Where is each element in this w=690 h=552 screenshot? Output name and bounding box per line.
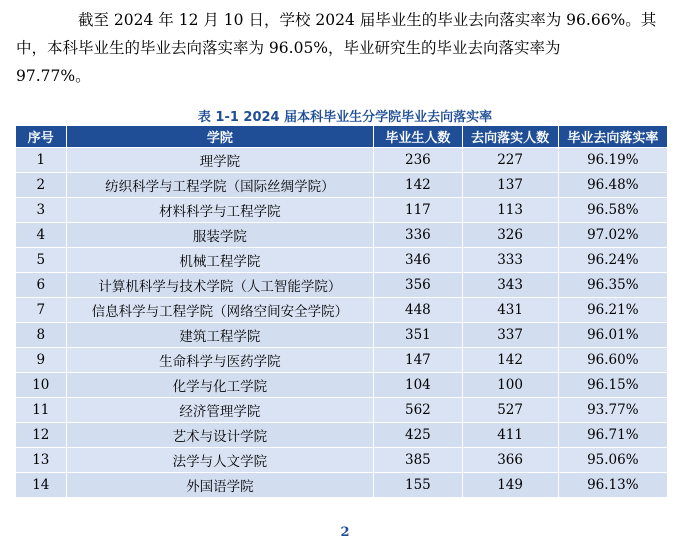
table-row: [16, 423, 668, 448]
cell-college: 经济管理学院: [66, 398, 374, 423]
table-row: [16, 248, 668, 273]
cell-index: 7: [16, 298, 67, 323]
cell-placed: 137: [462, 173, 558, 198]
intro-paragraph: [16, 6, 676, 90]
table-row: [16, 373, 668, 398]
cell-index: 3: [16, 198, 67, 223]
cell-rate: 97.02%: [558, 223, 667, 248]
cell-college: 计算机科学与技术学院（人工智能学院）: [66, 273, 374, 298]
table-row: [16, 148, 668, 173]
cell-college: 理学院: [66, 148, 374, 173]
cell-college: 材料科学与工程学院: [66, 198, 374, 223]
table-row: [16, 323, 668, 348]
cell-graduates: 346: [374, 248, 462, 273]
cell-placed: 227: [462, 148, 558, 173]
cell-rate: 96.21%: [558, 298, 667, 323]
cell-rate: 96.19%: [558, 148, 667, 173]
cell-rate: 95.06%: [558, 448, 667, 473]
cell-index: 8: [16, 323, 67, 348]
cell-index: 9: [16, 348, 67, 373]
table-row: [16, 273, 668, 298]
cell-index: 5: [16, 248, 67, 273]
cell-graduates: 356: [374, 273, 462, 298]
cell-placed: 100: [462, 373, 558, 398]
cell-graduates: 117: [374, 198, 462, 223]
header-index: 序号: [16, 126, 67, 148]
cell-college: 服装学院: [66, 223, 374, 248]
cell-placed: 142: [462, 348, 558, 373]
cell-rate: 96.60%: [558, 348, 667, 373]
placement-rate-table: [15, 125, 668, 498]
cell-graduates: 336: [374, 223, 462, 248]
cell-graduates: 155: [374, 473, 462, 498]
cell-college: 艺术与设计学院: [66, 423, 374, 448]
table-row: [16, 298, 668, 323]
cell-index: 2: [16, 173, 67, 198]
cell-rate: 96.58%: [558, 198, 667, 223]
cell-college: 建筑工程学院: [66, 323, 374, 348]
intro-line-2: 中，本科毕业生的毕业去向落实率为 96.05%，毕业研究生的毕业去向落实率为: [16, 39, 561, 57]
cell-rate: 96.48%: [558, 173, 667, 198]
table-row: [16, 223, 668, 248]
page-number: 2: [340, 525, 350, 540]
table-caption: 表 1-1 2024 届本科毕业生分学院毕业去向落实率: [197, 110, 493, 125]
cell-index: 1: [16, 148, 67, 173]
header-graduates: 毕业生人数: [374, 126, 462, 148]
cell-placed: 113: [462, 198, 558, 223]
cell-rate: 96.35%: [558, 273, 667, 298]
cell-college: 纺织科学与工程学院（国际丝绸学院）: [66, 173, 374, 198]
cell-graduates: 142: [374, 173, 462, 198]
cell-rate: 96.24%: [558, 248, 667, 273]
cell-placed: 333: [462, 248, 558, 273]
cell-index: 4: [16, 223, 67, 248]
cell-graduates: 425: [374, 423, 462, 448]
cell-rate: 96.13%: [558, 473, 667, 498]
table-row: [16, 473, 668, 498]
cell-college: 机械工程学院: [66, 248, 374, 273]
cell-rate: 96.71%: [558, 423, 667, 448]
cell-index: 14: [16, 473, 67, 498]
table-row: [16, 173, 668, 198]
table-header-row: [16, 126, 668, 148]
cell-graduates: 147: [374, 348, 462, 373]
cell-graduates: 385: [374, 448, 462, 473]
table-row: [16, 398, 668, 423]
cell-rate: 96.01%: [558, 323, 667, 348]
cell-graduates: 562: [374, 398, 462, 423]
cell-index: 6: [16, 273, 67, 298]
cell-placed: 431: [462, 298, 558, 323]
table-row: [16, 448, 668, 473]
cell-index: 12: [16, 423, 67, 448]
cell-college: 生命科学与医药学院: [66, 348, 374, 373]
cell-college: 外国语学院: [66, 473, 374, 498]
cell-placed: 411: [462, 423, 558, 448]
cell-index: 13: [16, 448, 67, 473]
cell-placed: 326: [462, 223, 558, 248]
header-placed: 去向落实人数: [462, 126, 558, 148]
cell-college: 信息科学与工程学院（网络空间安全学院）: [66, 298, 374, 323]
cell-rate: 93.77%: [558, 398, 667, 423]
header-college: 学院: [66, 126, 374, 148]
cell-index: 11: [16, 398, 67, 423]
table-row: [16, 198, 668, 223]
cell-graduates: 448: [374, 298, 462, 323]
header-rate: 毕业去向落实率: [558, 126, 667, 148]
cell-graduates: 236: [374, 148, 462, 173]
intro-line-1: 截至 2024 年 12 月 10 日，学校 2024 届毕业生的毕业去向落实率为 96.66%。其: [78, 11, 657, 29]
cell-graduates: 351: [374, 323, 462, 348]
cell-graduates: 104: [374, 373, 462, 398]
cell-placed: 527: [462, 398, 558, 423]
cell-college: 化学与化工学院: [66, 373, 374, 398]
cell-placed: 343: [462, 273, 558, 298]
cell-rate: 96.15%: [558, 373, 667, 398]
intro-line-3: 97.77%。: [16, 67, 91, 85]
cell-college: 法学与人文学院: [66, 448, 374, 473]
cell-index: 10: [16, 373, 67, 398]
cell-placed: 149: [462, 473, 558, 498]
cell-placed: 366: [462, 448, 558, 473]
table-row: [16, 348, 668, 373]
cell-placed: 337: [462, 323, 558, 348]
